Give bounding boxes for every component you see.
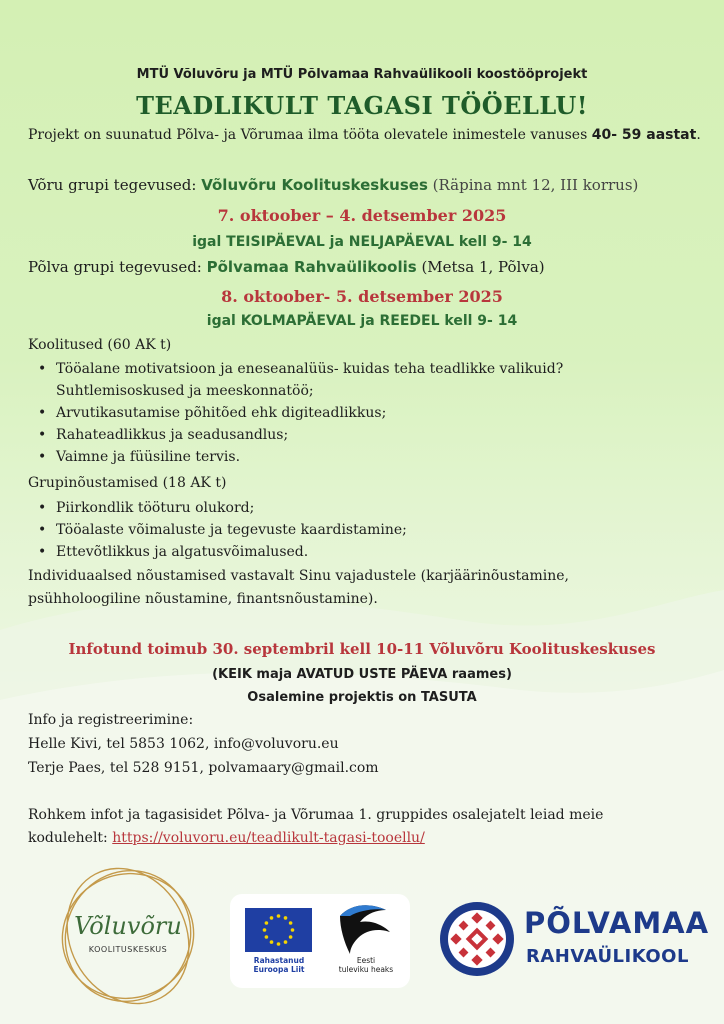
grupi-title: Grupinõustamised (18 AK t)	[28, 475, 227, 491]
free-participation: Osalemine projektis on TASUTA	[247, 690, 477, 705]
polva-group-line: Põlva grupi tegevused: Põlvamaa Rahvaülikoolis (Metsa 1, Põlva)	[28, 258, 545, 276]
homepage-link[interactable]: https://voluvoru.eu/teadlikult-tagasi-tooellu/	[112, 830, 425, 846]
polva-place: Põlvamaa Rahvaülikoolis	[206, 258, 417, 276]
voru-place: Võluvõru Koolituskeskuses	[201, 176, 428, 194]
voluvoru-logo-name: Võluvõru	[74, 912, 182, 940]
polvamaa-logo	[438, 900, 710, 980]
list-item: • Piirkondlik tööturu olukord;	[28, 497, 708, 519]
list-item: • Arvutikasutamise põhitõed ehk digiteadlikkus;	[28, 402, 708, 424]
project-intro: MTÜ Võluvõru ja MTÜ Põlvamaa Rahvaülikooli koostööprojekt	[136, 67, 588, 82]
voru-dates: 7. oktoober – 4. detsember 2025	[217, 206, 507, 225]
estonia-swallow-icon	[336, 902, 396, 954]
list-item: • Tööalane motivatsioon ja eneseanalüüs- kuidas teha teadlikke valikuid? Suhtlemisoskused ja meeskonnatöö;	[28, 358, 708, 402]
polvamaa-logo-line1: PÕLVAMAA	[524, 906, 710, 940]
page-title: TEADLIKULT TAGASI TÖÖELLU!	[136, 91, 588, 120]
individual-line-1: Individuaalsed nõustamised vastavalt Sinu vajadustele (karjäärinõustamine,	[28, 568, 569, 584]
age-range: 40- 59 aastat	[591, 127, 697, 143]
project-description: Projekt on suunatud Põlva- ja Võrumaa ilma tööta olevatele inimestele vanuses 40- 59 aastat.	[28, 127, 701, 143]
estonia-text: Eesti tuleviku heaks	[338, 956, 394, 974]
list-item: • Tööalaste võimaluste ja tegevuste kaardistamine;	[28, 519, 708, 541]
polvamaa-logo-line2: RAHVAÜLIKOOL	[526, 946, 689, 967]
koolitused-list	[28, 358, 708, 468]
more-info-link-line: kodulehelt: https://voluvoru.eu/teadlikult-tagasi-tooellu/	[28, 830, 425, 846]
eu-flag-icon	[245, 908, 312, 952]
voluvoru-logo-sub: KOOLITUSKESKUS	[88, 945, 168, 954]
polvamaa-emblem-icon	[438, 900, 516, 978]
contact-person-2: Terje Paes, tel 528 9151, polvamaary@gmail.com	[28, 760, 379, 776]
polva-days: igal KOLMAPÄEVAL ja REEDEL kell 9- 14	[206, 313, 518, 329]
individual-line-2: psühholoogiline nõustamine, finantsnõustamine).	[28, 591, 378, 607]
koolitused-title: Koolitused (60 AK t)	[28, 337, 172, 353]
voru-days: igal TEISIPÄEVAL ja NELJAPÄEVAL kell 9- 14	[192, 234, 532, 250]
infotund-line: Infotund toimub 30. septembril kell 10-11 Võluvõru Koolituskeskuses	[68, 640, 656, 658]
list-item: • Ettevõtlikkus ja algatusvõimalused.	[28, 541, 708, 563]
eu-funding-text: Rahastanud Euroopa Liit	[253, 956, 305, 974]
grupi-list	[28, 497, 708, 563]
voru-group-line: Võru grupi tegevused: Võluvõru Koolituskeskuses (Räpina mnt 12, III korrus)	[28, 176, 639, 194]
polva-dates: 8. oktoober- 5. detsember 2025	[221, 287, 503, 306]
list-item: • Vaimne ja füüsiline tervis.	[28, 446, 708, 468]
infotund-note: (KEIK maja AVATUD USTE PÄEVA raames)	[212, 667, 512, 682]
voluvoru-logo	[44, 856, 212, 1024]
contact-person-1: Helle Kivi, tel 5853 1062, info@voluvoru.eu	[28, 736, 339, 752]
funding-logos	[230, 894, 410, 988]
more-info-line: Rohkem infot ja tagasisidet Põlva- ja Võrumaa 1. gruppides osalejatelt leiad meie	[28, 807, 604, 823]
list-item: • Rahateadlikkus ja seadusandlus;	[28, 424, 708, 446]
contact-title: Info ja registreerimine:	[28, 712, 194, 728]
